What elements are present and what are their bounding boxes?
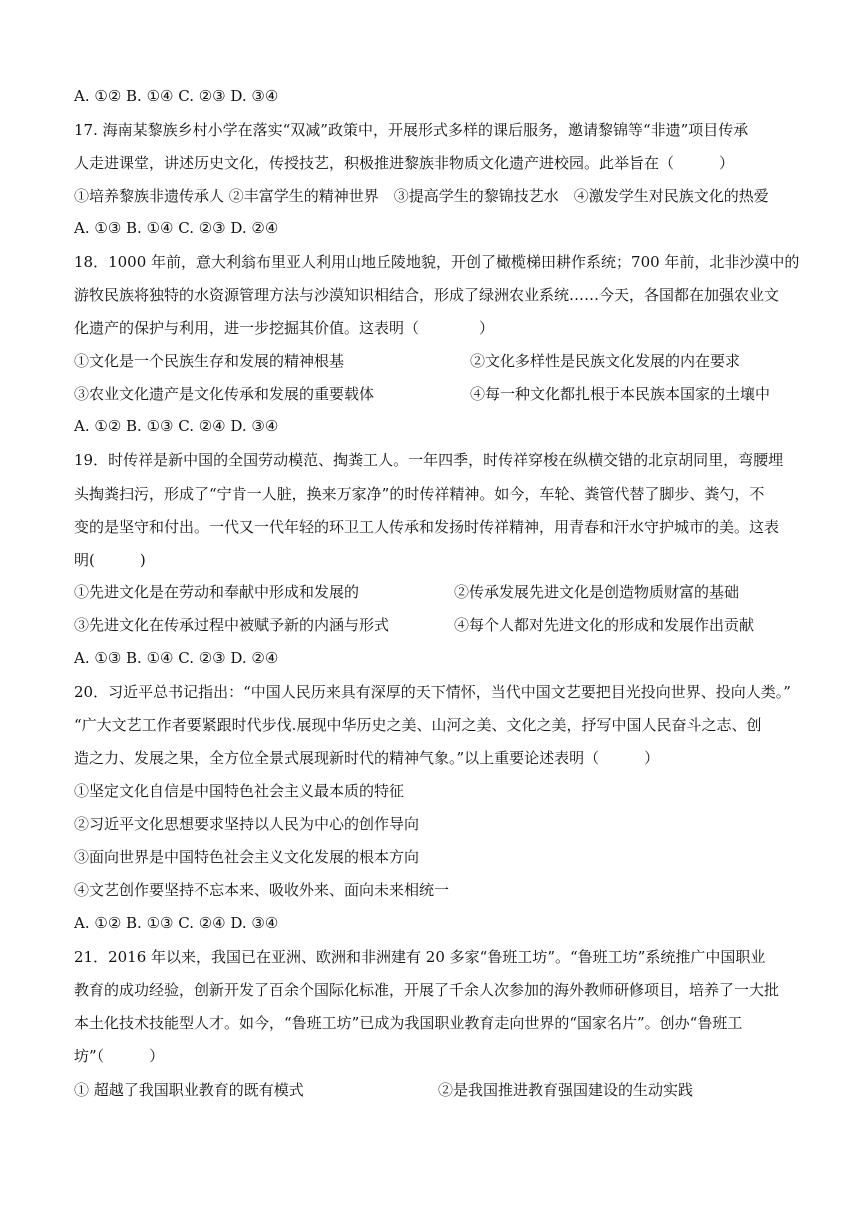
q20-stem-line-1: 20．习近平总书记指出：“中国人民历来具有深厚的天下情怀，当代中国文艺要把目光投向世界、投向人类。” [74, 683, 791, 701]
q18-stem-line-2: 游牧民族将独特的水资源管理方法与沙漠知识相结合，形成了绿洲农业系统……今天，各国都在加强农业文 [74, 286, 780, 304]
q19-options-row-2 [74, 615, 794, 635]
q21-stem-line-3: 本土化技术技能型人才。如今，“鲁班工坊”已成为我国职业教育走向世界的“国家名片”。创办“鲁班工 [74, 1014, 743, 1032]
q19-option-2: ②传承发展先进文化是创造物质财富的基础 [454, 583, 740, 601]
q18-option-1: ①文化是一个民族生存和发展的精神根基 [74, 352, 345, 370]
q21-stem-line-1: 21．2016 年以来，我国已在亚洲、欧洲和非洲建有 20 多家“鲁班工坊”。“鲁班工坊”系统推广中国职业 [74, 948, 766, 966]
q21-options-row-1 [74, 1080, 794, 1100]
q16-answer-choices: A. ①② B. ①④ C. ②③ D. ③④ [74, 87, 279, 105]
q21-option-1: ① 超越了我国职业教育的既有模式 [74, 1081, 304, 1099]
q19-options-row-1 [74, 582, 794, 602]
q17-options: ①培养黎族非遗传承人 ②丰富学生的精神世界 ③提高学生的黎锦技艺水 ④激发学生对民族文化的热爱 [74, 187, 769, 205]
q18-stem-line-3: 化遗产的保护与利用，进一步挖掘其价值。这表明（ ） [74, 319, 495, 337]
q18-option-4: ④每一种文化都扎根于本民族本国家的土壤中 [470, 385, 771, 403]
q19-option-3: ③先进文化在传承过程中被赋予新的内涵与形式 [74, 616, 390, 634]
q20-option-4: ④文艺创作要坚持不忘本来、吸收外来、面向未来相统一 [74, 881, 450, 899]
q19-stem-line-3: 变的是坚守和付出。一代又一代年轻的环卫工人传承和发扬时传祥精神，用青春和汗水守护城市的美。这表 [74, 518, 780, 536]
q20-stem-line-2: “广大文艺工作者要紧跟时代步伐.展现中华历史之美、山河之美、文化之美，抒写中国人民奋斗之志、创 [74, 716, 762, 734]
q18-option-3: ③农业文化遗产是文化传承和发展的重要载体 [74, 385, 375, 403]
q20-option-2: ②习近平文化思想要求坚持以人民为中心的创作导向 [74, 815, 420, 833]
q17-stem-line-2: 人走进课堂，讲述历史文化，传授技艺，积极推进黎族非物质文化遗产进校园。此举旨在（ ） [74, 154, 735, 172]
q18-options-row-1 [74, 351, 794, 371]
q18-stem-line-1: 18．1000 年前，意大利翁布里亚人利用山地丘陵地貌，开创了橄榄梯田耕作系统；700 年前，北非沙漠中的 [74, 253, 800, 271]
q19-stem-line-2: 头掏粪扫污，形成了“宁肯一人脏，换来万家净”的时传祥精神。如今，车轮、粪管代替了脚步、粪勺，不 [74, 485, 765, 503]
q17-answer-choices: A. ①③ B. ①④ C. ②③ D. ②④ [74, 219, 279, 237]
q18-option-2: ②文化多样性是民族文化发展的内在要求 [470, 352, 741, 370]
q19-stem-line-1: 19．时传祥是新中国的全国劳动模范、掏粪工人。一年四季，时传祥穿梭在纵横交错的北京胡同里，弯腰埋 [74, 451, 784, 469]
q21-stem-line-4: 坊”（ ） [74, 1047, 165, 1065]
q20-stem-line-3: 造之力、发展之果，全方位全景式展现新时代的精神气象。”以上重要论述表明（ ） [74, 749, 660, 767]
q17-stem-line-1: 17. 海南某黎族乡村小学在落实“双减”政策中，开展形式多样的课后服务，邀请黎锦等“非遗”项目传承 [74, 121, 749, 139]
q21-option-2: ②是我国推进教育强国建设的生动实践 [438, 1081, 694, 1099]
q20-option-3: ③面向世界是中国特色社会主义文化发展的根本方向 [74, 848, 420, 866]
q20-option-1: ①坚定文化自信是中国特色社会主义最本质的特征 [74, 782, 405, 800]
q18-answer-choices: A. ①② B. ①③ C. ②④ D. ③④ [74, 417, 279, 435]
q20-answer-choices: A. ①② B. ①③ C. ②④ D. ③④ [74, 914, 279, 932]
q21-stem-line-2: 教育的成功经验，创新开发了百余个国际化标准，开展了千余人次参加的海外教师研修项目，培养了一大批 [74, 981, 780, 999]
q18-options-row-2 [74, 384, 794, 404]
q19-option-4: ④每个人都对先进文化的形成和发展作出贡献 [454, 616, 755, 634]
q19-answer-choices: A. ①③ B. ①④ C. ②③ D. ②④ [74, 649, 279, 667]
q19-stem-line-4: 明( ) [74, 551, 146, 569]
q19-option-1: ①先进文化是在劳动和奉献中形成和发展的 [74, 583, 360, 601]
